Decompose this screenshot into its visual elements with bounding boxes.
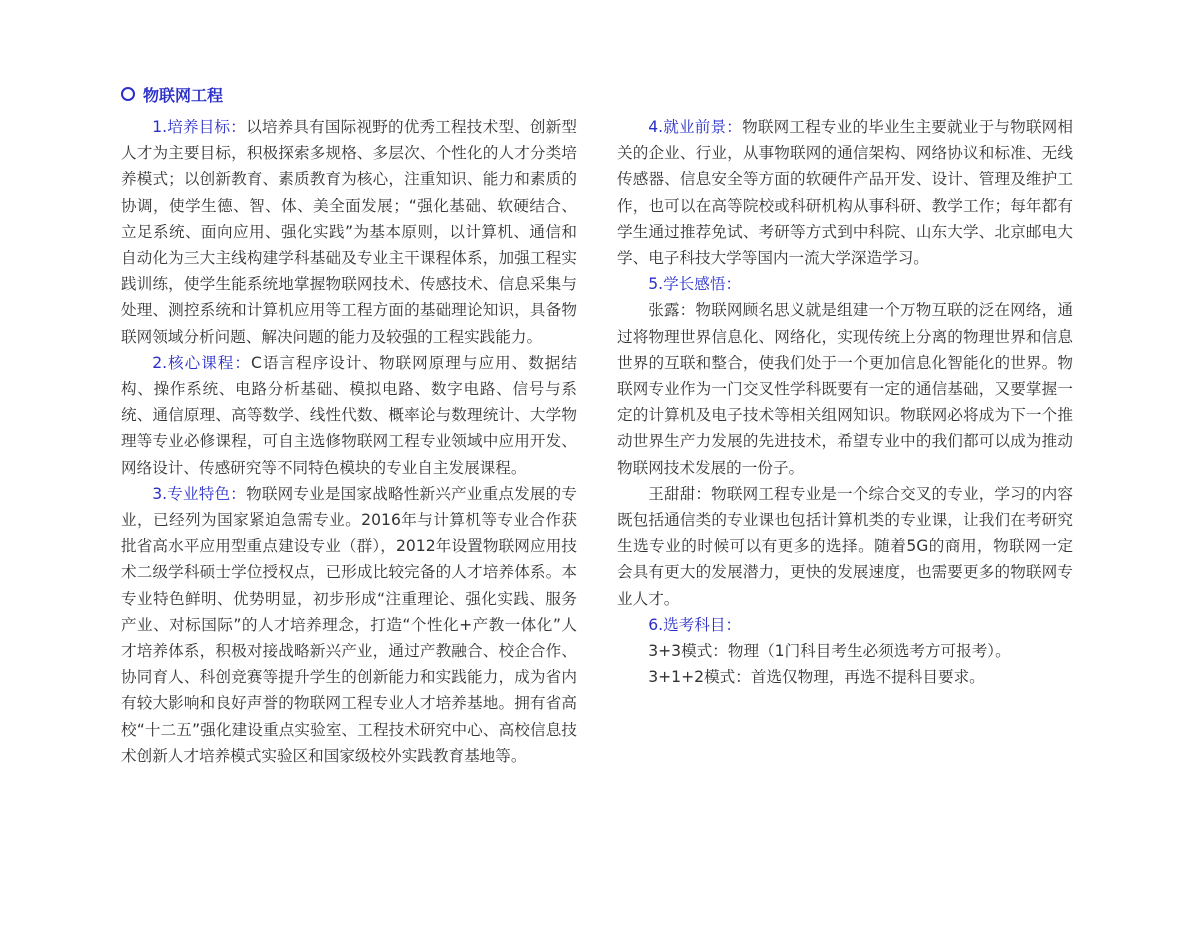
left-column	[121, 114, 577, 769]
features-text: 物联网专业是国家战略性新兴产业重点发展的专业，已经列为国家紧迫急需专业。2016年与计算机等专业合作获批省高水平应用型重点建设专业（群），2012年设置物联网应用技术二级学科硕士学位授权点，已形成比较完备的人才培养体系。本专业特色鲜明、优势明显，初步形成“注重理论、强化实践、服务产业、对标国际”的人才培养理念，打造“个性化+产教一体化”人才培养体系，积极对接战略新兴产业，通过产教融合、校企合作、协同育人、科创竞赛等提升学生的创新能力和实践能力，成为省内有较大影响和良好声誉的物联网工程专业人才培养基地。拥有省高校“十二五”强化建设重点实验室、工程技术研究中心、高校信息技术创新人才培养模式实验区和国家级校外实践教育基地等。	[121, 484, 577, 765]
courses-paragraph	[121, 350, 577, 481]
subjects-heading-paragraph	[617, 612, 1073, 638]
senior-quote-2: 王甜甜：物联网工程专业是一个综合交叉的专业，学习的内容既包括通信类的专业课也包括计算机类的专业课，让我们在考研究生选专业的时候可以有更多的选择。随着5G的商用，物联网一定会具有更大的发展潜力，更快的发展速度，也需要更多的物联网专业人才。	[617, 484, 1073, 608]
subjects-mode-2: 3+1+2模式：首选仅物理，再选不提科目要求。	[648, 668, 985, 687]
career-text: 物联网工程专业的毕业生主要就业于与物联网相关的企业、行业，从事物联网的通信架构、网络协议和标准、无线传感器、信息安全等方面的软硬件产品开发、设计、管理及维护工作，也可以在高等院校或科研机构从事科研、教学工作；每年都有学生通过推荐免试、考研等方式到中科院、山东大学、北京邮电大学、电子科技大学等国内一流大学深造学习。	[617, 118, 1073, 268]
goal-paragraph	[121, 114, 577, 350]
circle-bullet-icon	[121, 87, 135, 101]
courses-heading: 2.核心课程：	[152, 353, 251, 372]
senior-quote-1: 张露：物联网顾名思义就是组建一个万物互联的泛在网络，通过将物理世界信息化、网络化，实现传统上分离的物理世界和信息世界的互联和整合，使我们处于一个更加信息化智能化的世界。物联网专业作为一门交叉性学科既要有一定的通信基础，又要掌握一定的计算机及电子技术等相关组网知识。物联网必将成为下一个推动世界生产力发展的先进技术，希望专业中的我们都可以成为推动物联网技术发展的一份子。	[617, 301, 1073, 477]
seniors-heading: 5.学长感悟：	[648, 275, 742, 294]
right-column	[617, 114, 1073, 690]
career-paragraph	[617, 114, 1073, 271]
subjects-heading: 6.选考科目：	[648, 615, 742, 634]
goal-heading: 1.培养目标：	[152, 118, 247, 136]
section-title-text: 物联网工程	[143, 85, 224, 105]
goal-text: 以培养具有国际视野的优秀工程技术型、创新型人才为主要目标，积极探索多规格、多层次、个性化的人才分类培养模式；以创新教育、素质教育为核心，注重知识、能力和素质的协调，使学生德、智、体、美全面发展；“强化基础、软硬结合、立足系统、面向应用、强化实践”为基本原则，以计算机、通信和自动化为三大主线构建学科基础及专业主干课程体系，加强工程实践训练，使学生能系统地掌握物联网技术、传感技术、信息采集与处理、测控系统和计算机应用等工程方面的基础理论知识，具备物联网领域分析问题、解决问题的能力及较强的工程实践能力。	[121, 118, 577, 346]
features-paragraph	[121, 481, 577, 769]
features-heading: 3.专业特色：	[152, 484, 247, 503]
seniors-heading-paragraph	[617, 271, 1073, 297]
courses-text: C语言程序设计、物联网原理与应用、数据结构、操作系统、电路分析基础、模拟电路、数字电路、信号与系统、通信原理、高等数学、线性代数、概率论与数理统计、大学物理等专业必修课程，可自主选修物联网工程专业领域中应用开发、网络设计、传感研究等不同特色模块的专业自主发展课程。	[121, 353, 577, 477]
career-heading: 4.就业前景：	[648, 118, 743, 136]
section-title	[121, 82, 223, 106]
subjects-mode-1: 3+3模式：物理（1门科目考生必须选考方可报考）。	[648, 642, 1011, 661]
